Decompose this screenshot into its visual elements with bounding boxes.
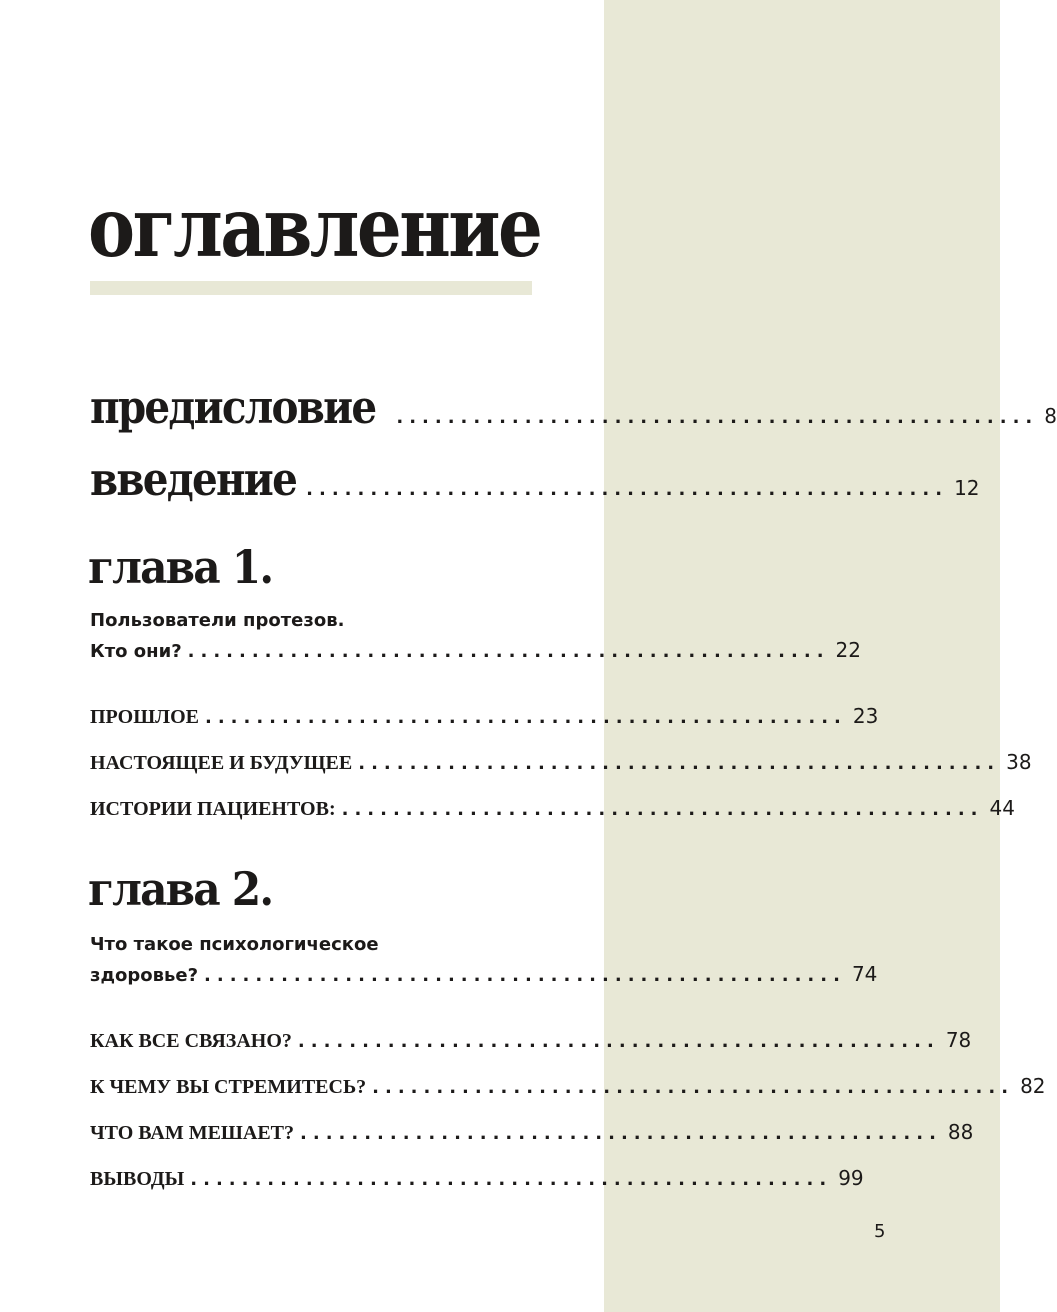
toc-page-number: 44 (989, 796, 1015, 820)
toc-entry-chapter-1-intro[interactable] (90, 638, 861, 662)
toc-entry-label: КАК ВСЕ СВЯЗАНО? (90, 1030, 292, 1052)
chapter-2-heading: глава 2. (88, 862, 273, 916)
toc-entry-label: ПРОШЛОЕ (90, 706, 199, 728)
toc-entry-label: ЧТО ВАМ МЕШАЕТ? (90, 1122, 295, 1144)
toc-page-number: 88 (947, 1120, 974, 1144)
toc-page-number: 23 (852, 704, 879, 728)
dot-leader: .................................................. (187, 641, 830, 662)
chapter-1-heading: глава 1. (88, 540, 273, 594)
toc-page-number: 74 (851, 962, 878, 986)
toc-entry-patient-stories[interactable] (90, 796, 1015, 821)
dot-leader: .................................................. (297, 1031, 940, 1052)
toc-entry-label: здоровье? (90, 965, 199, 986)
toc-entry-label: НАСТОЯЩЕЕ И БУДУЩЕЕ (90, 752, 353, 774)
toc-entry-past[interactable] (90, 704, 879, 729)
toc-entry-label: ВЫВОДЫ (90, 1168, 185, 1190)
dot-leader: .................................................. (204, 965, 846, 986)
dot-leader: .................................................. (396, 407, 1039, 428)
title-underline (90, 281, 532, 295)
chapter-2-intro-line1: Что такое психологическое (90, 934, 379, 955)
toc-page-number: 78 (945, 1028, 972, 1052)
dot-leader: .................................................. (358, 753, 1001, 774)
toc-page-number: 99 (838, 1166, 864, 1190)
toc-entry-introduction[interactable] (90, 452, 980, 506)
toc-entry-label: Кто они? (90, 641, 182, 662)
toc-entry-how-connected[interactable] (90, 1028, 972, 1053)
chapter-1-intro-line1: Пользователи протезов. (90, 610, 345, 631)
toc-entry-label: ИСТОРИИ ПАЦИЕНТОВ: (90, 798, 336, 820)
dot-leader: .................................................. (341, 799, 984, 820)
toc-entry-obstacles[interactable] (90, 1120, 974, 1145)
toc-entry-present-future[interactable] (90, 750, 1032, 775)
dot-leader: .................................................. (306, 479, 949, 500)
dot-leader: .................................................. (300, 1123, 942, 1144)
toc-entry-conclusions[interactable] (90, 1166, 864, 1191)
dot-leader: .................................................. (190, 1169, 833, 1190)
dot-leader: .................................................. (372, 1077, 1015, 1098)
page-number: 5 (874, 1221, 886, 1242)
toc-entry-label: предисловие (90, 380, 376, 434)
toc-page-number: 38 (1006, 750, 1032, 774)
toc-entry-preface[interactable] (90, 380, 1057, 434)
toc-entry-label: введение (90, 452, 297, 506)
toc-page-number: 82 (1020, 1074, 1046, 1098)
toc-entry-label: К ЧЕМУ ВЫ СТРЕМИТЕСЬ? (90, 1076, 367, 1098)
toc-title: оглавление (88, 180, 541, 276)
toc-page-number: 8 (1044, 404, 1057, 428)
toc-page-number: 22 (835, 638, 861, 662)
dot-leader: .................................................. (204, 707, 847, 728)
toc-page-number: 12 (954, 476, 980, 500)
toc-entry-aspirations[interactable] (90, 1074, 1046, 1099)
toc-entry-chapter-2-intro[interactable] (90, 962, 878, 986)
